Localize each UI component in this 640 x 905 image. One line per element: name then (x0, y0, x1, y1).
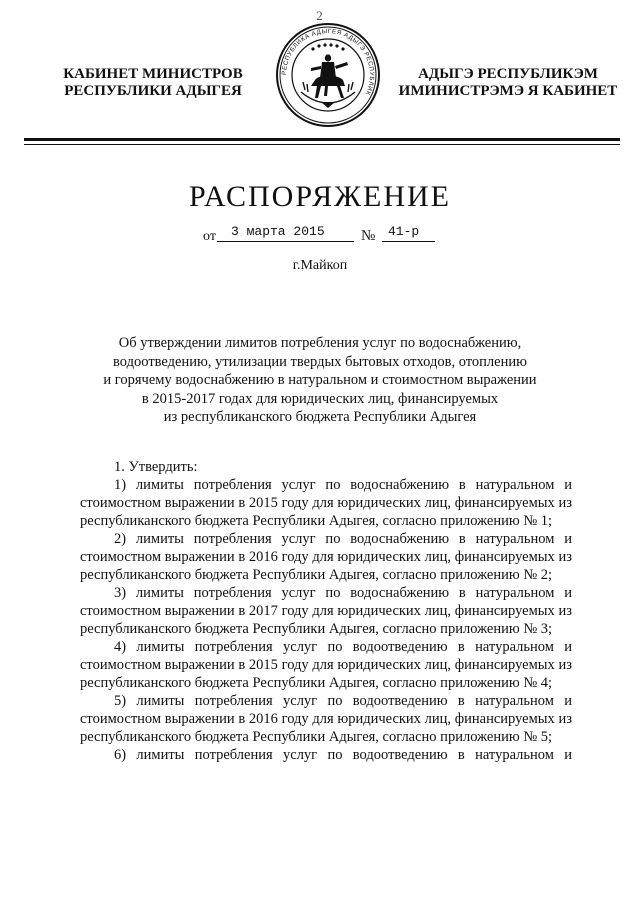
header-left-line2: РЕСПУБЛИКИ АДЫГЕЯ (64, 83, 242, 99)
date-prefix: от (203, 229, 216, 244)
header-right-line1: АДЫГЭ РЕСПУБЛИКЭМ (418, 66, 598, 82)
subject-line: и горячему водоснабжению в натуральном и стоимостном выражении (103, 372, 537, 388)
document-subject (0, 334, 640, 427)
body-item: 3) лимиты потребления услуг по водоснабжению в натуральном и стоимостном выражении в 2017 году для юридических лиц, финансируемых из республиканского бюджета Республики Адыгея, согласно приложению № 3; (80, 585, 572, 637)
header-divider-thin (24, 144, 620, 145)
body-item: 4) лимиты потребления услуг по водоотведению в натуральном и стоимостном выражении в 2015 году для юридических лиц, финансируемых из республиканского бюджета Республики Адыгея, согласно приложению № 4; (80, 639, 572, 691)
header-divider-thick (24, 138, 620, 141)
number-field (382, 224, 435, 242)
coat-of-arms-icon (275, 22, 381, 128)
body-intro: 1. Утвердить: (114, 459, 198, 475)
subject-line: водоотведению, утилизации твердых бытовых отходов, отоплению (113, 353, 527, 370)
header-left (38, 66, 268, 100)
body-item: 5) лимиты потребления услуг по водоотведению в натуральном и стоимостном выражении в 2016 году для юридических лиц, финансируемых из республиканского бюджета Республики Адыгея, согласно приложению № 5; (80, 693, 572, 745)
number-value: 41-р (388, 224, 420, 239)
header-right (384, 66, 632, 100)
body-item: 1) лимиты потребления услуг по водоснабжению в натуральном и стоимостном выражении в 2015 году для юридических лиц, финансируемых из республиканского бюджета Республики Адыгея, согласно приложению № 1; (80, 477, 572, 529)
body-item: 6) лимиты потребления услуг по водоотведению в натуральном и (114, 747, 572, 763)
subject-line: Об утверждении лимитов потребления услуг по водоснабжению, (118, 335, 522, 351)
document-body (80, 458, 572, 764)
date-field (217, 224, 354, 242)
subject-line: в 2015-2017 годах для юридических лиц, финансируемых (141, 390, 499, 407)
body-item: 2) лимиты потребления услуг по водоснабжению в натуральном и стоимостном выражении в 2016 году для юридических лиц, финансируемых из республиканского бюджета Республики Адыгея, согласно приложению № 2; (80, 531, 572, 583)
header-right-line2: ИМИНИСТРЭМЭ Я КАБИНЕТ (398, 83, 618, 99)
subject-line: из республиканского бюджета Республики Адыгея (163, 409, 477, 425)
city: г.Майкоп (292, 258, 348, 273)
page-number: 2 (316, 8, 324, 23)
number-prefix: № (361, 228, 376, 244)
emblem-ring-text: РЕСПУБЛИКА АДЫГЕЯ АДЫГЭ РЕСПУБЛИК (280, 27, 376, 97)
header-left-line1: КАБИНЕТ МИНИСТРОВ (63, 66, 243, 82)
date-number-line (0, 224, 640, 244)
document-title: РАСПОРЯЖЕНИЕ (188, 180, 452, 213)
date-value: 3 марта 2015 (231, 224, 325, 239)
